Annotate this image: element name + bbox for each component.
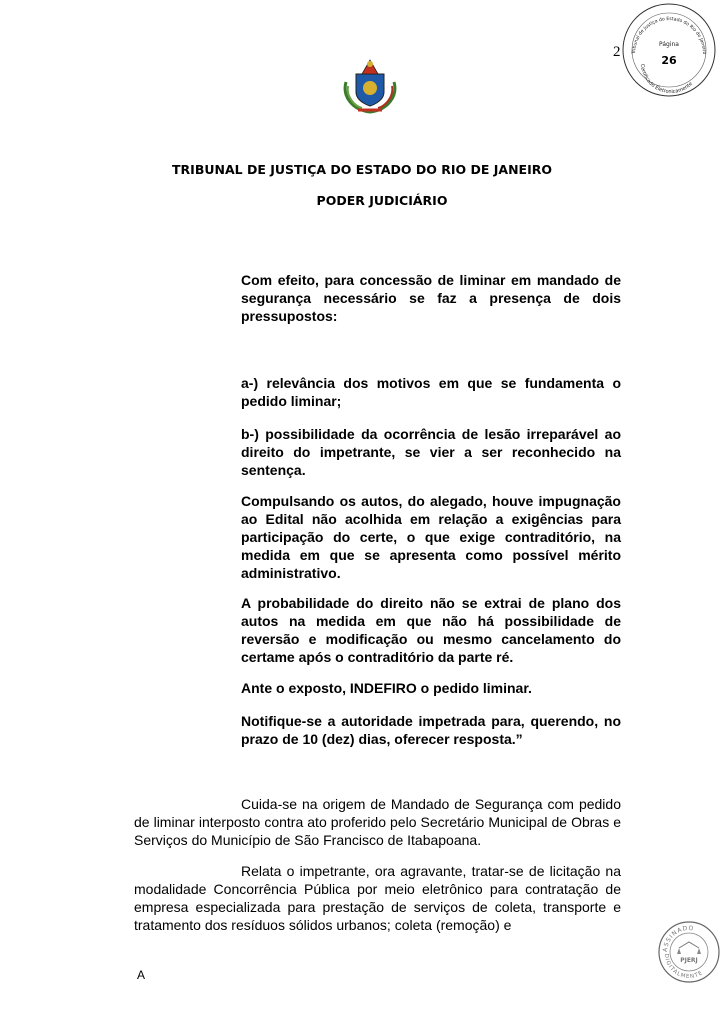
quote-paragraph-2: a-) relevância dos motivos em que se fundamenta o pedido liminar; (241, 375, 621, 409)
certification-stamp (621, 2, 717, 98)
quote-paragraph-5: A probabilidade do direito não se extrai de plano dos autos na medida em que não há possibilidade de reversão e modificação ou mesmo cancelamento do certame após o contraditório da parte ré. (241, 595, 621, 665)
stamp-arc-text: Tribunal de Justiça do Estado do Rio de Janeiro (631, 16, 707, 55)
stamp-label: Página (659, 41, 679, 48)
digital-signature-seal (657, 920, 721, 984)
quote-paragraph-6: Ante o exposto, INDEFIRO o pedido liminar. (241, 680, 532, 696)
footer-letter: A (137, 968, 146, 982)
body-paragraph-1: Cuida-se na origem de Mandado de Segurança com pedido de liminar interposto contra ato proferido pelo Secretário Municipal de Obras e Serviços do Município de São Francisco de Itabapoana. (134, 796, 621, 848)
coat-of-arms-icon (338, 52, 402, 116)
quote-paragraph-3: b-) possibilidade da ocorrência de lesão irreparável ao direito do impetrante, se vier a ser reconhecido na sentença. (241, 426, 621, 478)
stamp-page-number: 26 (661, 54, 677, 67)
quote-paragraph-7: Notifique-se a autoridade impetrada para, querendo, no prazo de 10 (dez) dias, oferecer resposta.” (241, 713, 621, 747)
quote-paragraph-4: Compulsando os autos, do alegado, houve impugnação ao Edital não acolhida em relação a exigências para participação do certe, o que exige contraditório, na medida em que se apresenta como possível mérito administrativo. (241, 493, 621, 581)
seal-mark: PJERJ (680, 957, 698, 964)
handwritten-page-number: 2 (613, 44, 621, 60)
seal-top-text: ASSINADO (661, 924, 695, 953)
court-subtitle: PODER JUDICIÁRIO (316, 193, 448, 208)
seal-bottom-text: DIGITALMENTE (662, 953, 705, 981)
stamp-bottom-text: Certificado Eletronicamente (638, 63, 694, 96)
quote-paragraph-1: Com efeito, para concessão de liminar em mandado de segurança necessário se faz a presença de dois pressupostos: (241, 272, 621, 324)
body-paragraph-2: Relata o impetrante, ora agravante, tratar-se de licitação na modalidade Concorrência Pública por meio eletrônico para contratação de empresa especializada para prestação de serviços de coleta, transporte e tratamento dos resíduos sólidos urbanos; coleta (remoção) e (134, 863, 621, 933)
court-title: TRIBUNAL DE JUSTIÇA DO ESTADO DO RIO DE JANEIRO (172, 162, 552, 177)
